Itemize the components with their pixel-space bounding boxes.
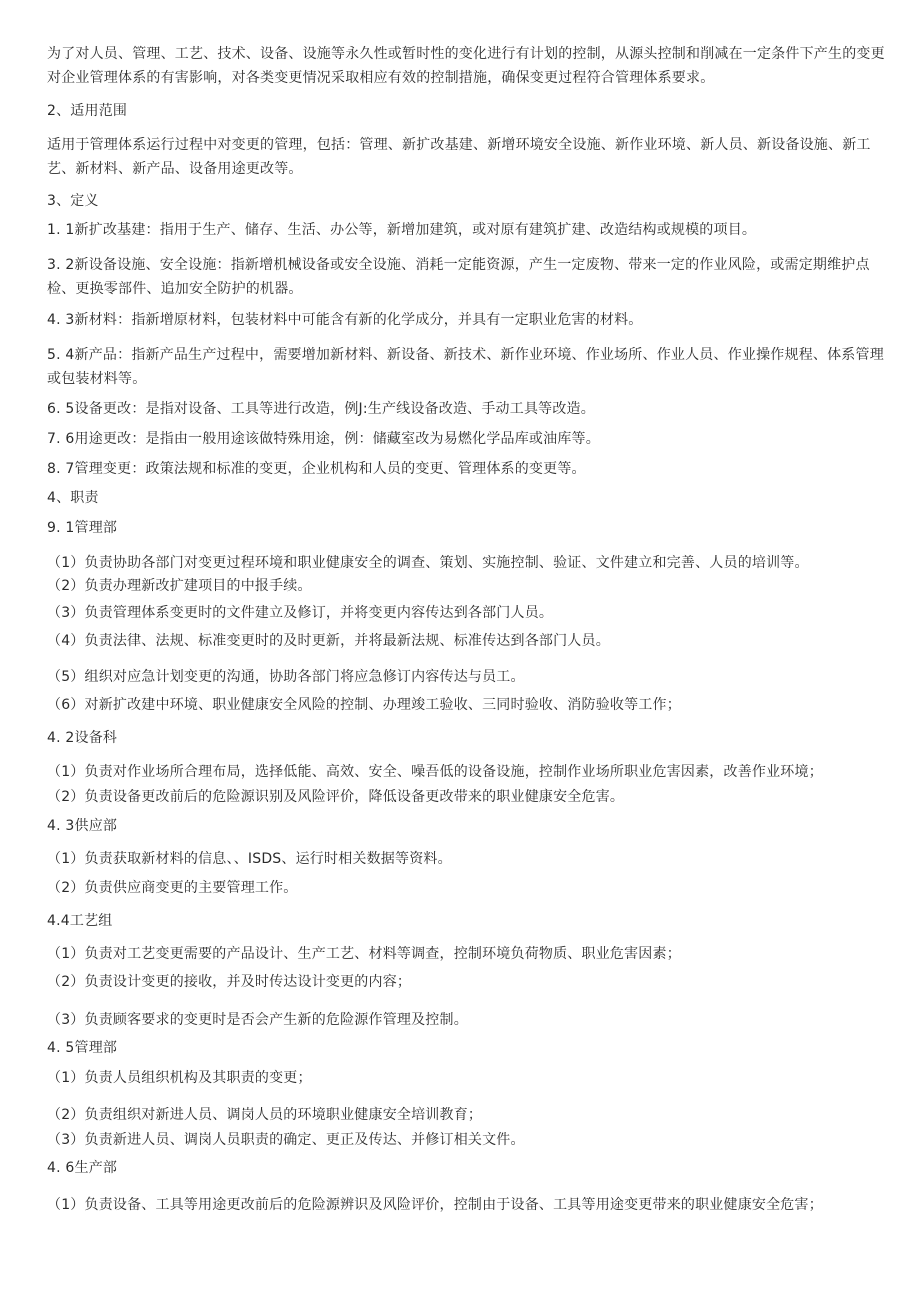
subsection-heading: 4.4工艺组 (47, 913, 113, 929)
section-heading-definitions: 3、定义 (47, 193, 99, 209)
responsibility-item: （6）对新扩改建中环境、职业健康安全风险的控制、办理竣工验收、三同时验收、消防验收等工作； (47, 697, 681, 713)
responsibility-item: （3）负责管理体系变更时的文件建立及修订，并将变更内容传达到各部门人员。 (47, 605, 554, 621)
subsection-heading: 4. 6生产部 (47, 1160, 118, 1176)
responsibility-item: （2）负责设备更改前后的危险源识别及风险评价，降低设备更改带来的职业健康安全危害。 (47, 789, 625, 805)
definition-item: 1. 1新扩改基建：指用于生产、储存、生活、办公等，新增加建筑，或对原有建筑扩建、改造结构或规模的项目。 (47, 222, 757, 238)
responsibility-item: （2）负责设计变更的接收，并及时传达设计变更的内容； (47, 974, 412, 990)
responsibility-item: （1）负责获取新材料的信息、、ISDS、运行时相关数据等资料。 (47, 851, 452, 867)
responsibility-item: （1）负责设备、工具等用途更改前后的危险源辨识及风险评价，控制由于设备、工具等用途变更带来的职业健康安全危害； (47, 1197, 823, 1213)
definition-item: 6. 5设备更改：是指对设备、工具等进行改造，例J:生产线设备改造、手动工具等改造。 (47, 401, 595, 417)
responsibility-item: （4）负责法律、法规、标准变更时的及时更新，并将最新法规、标准传达到各部门人员。 (47, 633, 610, 649)
responsibility-item: （3）负责新进人员、调岗人员职责的确定、更正及传达、并修订相关文件。 (47, 1132, 525, 1148)
responsibility-item: （1）负责对工艺变更需要的产品设计、生产工艺、材料等调查，控制环境负荷物质、职业危害因素； (47, 946, 681, 962)
responsibility-item: （2）负责办理新改扩建项目的中报手续。 (47, 578, 312, 594)
responsibility-item: （3）负责顾客要求的变更时是否会产生新的危险源作管理及控制。 (47, 1012, 468, 1028)
subsection-heading: 4. 3供应部 (47, 818, 118, 834)
definition-item: 4. 3新材料：指新增原材料，包装材料中可能含有新的化学成分，并具有一定职业危害的材料。 (47, 312, 643, 328)
definition-item: 5. 4新产品：指新产品生产过程中，需要增加新材料、新设备、新技术、新作业环境、作业场所、作业人员、作业操作规程、体系管理或包装材料等。 (47, 347, 884, 387)
responsibility-item: （2）负责组织对新进人员、调岗人员的环境职业健康安全培训教育； (47, 1107, 483, 1123)
subsection-heading: 4. 5管理部 (47, 1040, 118, 1056)
responsibility-item: （1）负责协助各部门对变更过程环境和职业健康安全的调查、策划、实施控制、验证、文件建立和完善、人员的培训等。 (47, 555, 809, 571)
intro-paragraph: 为了对人员、管理、工艺、技术、设备、设施等永久性或暂时性的变化进行有计划的控制，从源头控制和削减在一定条件下产生的变更对企业管理体系的有害影响，对各类变更情况采取相应有效的控制措施，确保变更过程符合管理体系要求。 (47, 46, 885, 86)
section-heading-responsibilities: 4、职责 (47, 490, 99, 506)
definition-item: 8. 7管理变更：政策法规和标准的变更，企业机构和人员的变更、管理体系的变更等。 (47, 461, 586, 477)
responsibility-item: （1）负责人员组织机构及其职责的变更； (47, 1070, 312, 1086)
responsibility-item: （1）负责对作业场所合理布局，选择低能、高效、安全、噪吾低的设备设施，控制作业场所职业危害因素，改善作业环境； (47, 764, 823, 780)
scope-paragraph: 适用于管理体系运行过程中对变更的管理，包括：管理、新扩改基建、新增环境安全设施、新作业环境、新人员、新设备设施、新工艺、新材料、新产品、设备用途更改等。 (47, 137, 871, 177)
definition-item: 3. 2新设备设施、安全设施：指新增机械设备或安全设施、消耗一定能资源，产生一定废物、带来一定的作业风险，或需定期维护点检、更换零部件、追加安全防护的机器。 (47, 257, 870, 297)
subsection-heading: 4. 2设备科 (47, 730, 118, 746)
section-heading-scope: 2、适用范围 (47, 103, 128, 119)
responsibility-item: （2）负责供应商变更的主要管理工作。 (47, 880, 298, 896)
responsibility-item: （5）组织对应急计划变更的沟通，协助各部门将应急修订内容传达与员工。 (47, 669, 525, 685)
subsection-heading: 9. 1管理部 (47, 520, 118, 536)
definition-item: 7. 6用途更改：是指由一般用途该做特殊用途，例：储藏室改为易燃化学品库或油库等。 (47, 431, 600, 447)
